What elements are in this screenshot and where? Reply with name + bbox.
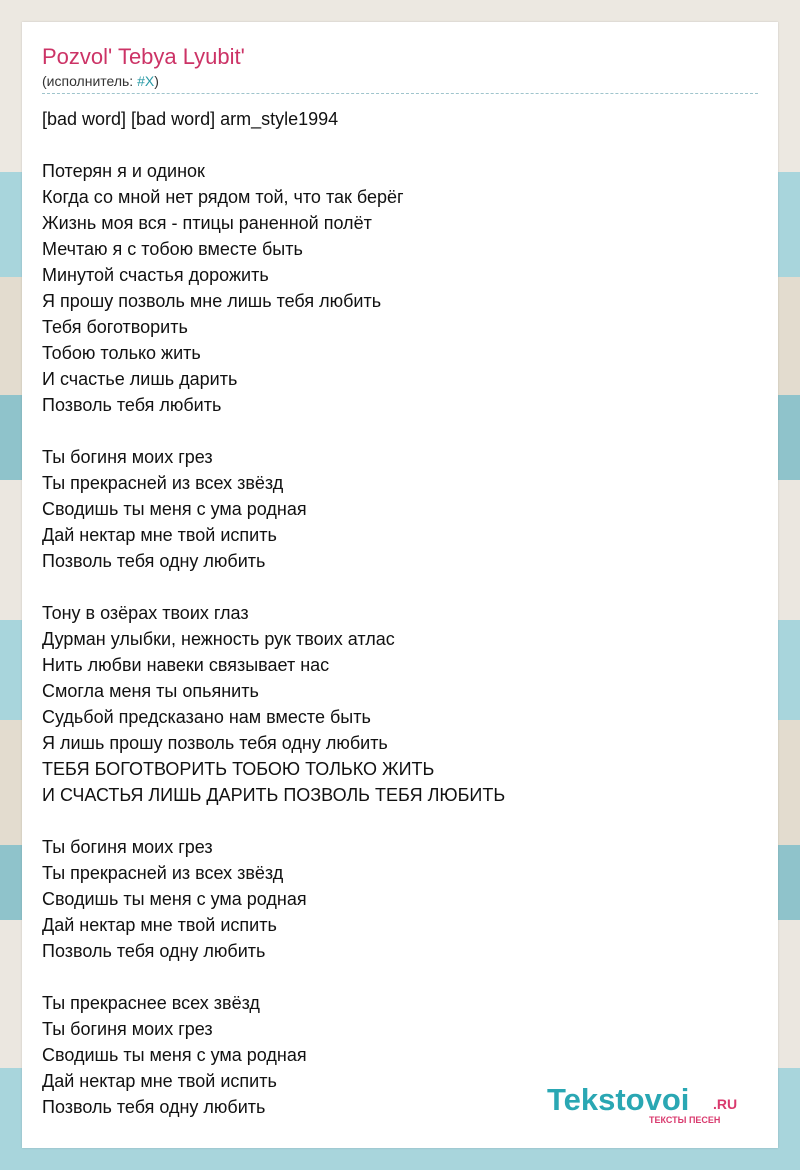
logo-tagline: ТЕКСТЫ ПЕСЕН bbox=[649, 1115, 721, 1125]
logo-domain: .RU bbox=[713, 1096, 738, 1112]
lyric-line: Ты богиня моих грез bbox=[42, 837, 213, 857]
stanza-break bbox=[42, 574, 758, 600]
lyric-line: Смогла меня ты опьянить bbox=[42, 681, 259, 701]
lyric-line: Я прошу позволь мне лишь тебя любить bbox=[42, 291, 382, 311]
lyric-line: Позволь тебя одну любить bbox=[42, 941, 266, 961]
lyric-line: Дай нектар мне твой испить bbox=[42, 1071, 277, 1091]
lyric-line: ТЕБЯ БОГОТВОРИТЬ ТОБОЮ ТОЛЬКО ЖИТЬ bbox=[42, 759, 435, 779]
stanza-break bbox=[42, 964, 758, 990]
lyric-line: Потерян я и одинок bbox=[42, 161, 205, 181]
lyric-line: Сводишь ты меня с ума родная bbox=[42, 499, 307, 519]
lyrics-text bbox=[42, 106, 758, 1120]
lyric-line: Ты прекрасней из всех звёзд bbox=[42, 473, 284, 493]
lyric-line: Сводишь ты меня с ума родная bbox=[42, 1045, 307, 1065]
lyric-line: Тебя боготворить bbox=[42, 317, 188, 337]
artist-prefix: (исполнитель: bbox=[42, 73, 138, 89]
lyric-line: Мечтаю я с тобою вместе быть bbox=[42, 239, 303, 259]
lyric-line: Дай нектар мне твой испить bbox=[42, 525, 277, 545]
site-logo[interactable] bbox=[547, 1082, 751, 1124]
logo-wordmark: Tekstovoi bbox=[547, 1082, 690, 1117]
lyric-line: Жизнь моя вся - птицы раненной полёт bbox=[42, 213, 372, 233]
lyric-line: [bad word] [bad word] arm_style1994 bbox=[42, 109, 339, 129]
artist-line bbox=[42, 73, 159, 89]
lyric-line: Ты богиня моих грез bbox=[42, 447, 213, 467]
title-divider bbox=[42, 93, 758, 94]
lyric-line: Нить любви навеки связывает нас bbox=[42, 655, 330, 675]
lyric-line: И счастье лишь дарить bbox=[42, 369, 238, 389]
artist-link[interactable]: #X bbox=[137, 73, 155, 89]
lyric-line: Дурман улыбки, нежность рук твоих атлас bbox=[42, 629, 395, 649]
lyric-line: Ты прекрасней из всех звёзд bbox=[42, 863, 284, 883]
lyric-line: Я лишь прошу позволь тебя одну любить bbox=[42, 733, 388, 753]
lyric-line: Минутой счастья дорожить bbox=[42, 265, 269, 285]
lyric-line: Сводишь ты меня с ума родная bbox=[42, 889, 307, 909]
lyric-line: Дай нектар мне твой испить bbox=[42, 915, 277, 935]
stanza-break bbox=[42, 132, 758, 158]
lyric-line: Ты прекраснее всех звёзд bbox=[42, 993, 260, 1013]
lyric-line: Когда со мной нет рядом той, что так берёг bbox=[42, 187, 404, 207]
stanza-break bbox=[42, 418, 758, 444]
lyric-line: Позволь тебя одну любить bbox=[42, 551, 266, 571]
stanza-break bbox=[42, 808, 758, 834]
lyrics-card bbox=[22, 22, 778, 1148]
song-title: Pozvol' Tebya Lyubit' bbox=[42, 44, 245, 69]
lyric-line: И СЧАСТЬЯ ЛИШЬ ДАРИТЬ ПОЗВОЛЬ ТЕБЯ ЛЮБИТЬ bbox=[42, 785, 506, 805]
lyric-line: Позволь тебя одну любить bbox=[42, 1097, 266, 1117]
lyric-line: Позволь тебя любить bbox=[42, 395, 222, 415]
lyric-line: Тобою только жить bbox=[42, 343, 201, 363]
lyric-line: Ты богиня моих грез bbox=[42, 1019, 213, 1039]
lyric-line: Тону в озёрах твоих глаз bbox=[42, 603, 249, 623]
lyric-line: Судьбой предсказано нам вместе быть bbox=[42, 707, 371, 727]
artist-suffix: ) bbox=[154, 73, 159, 89]
